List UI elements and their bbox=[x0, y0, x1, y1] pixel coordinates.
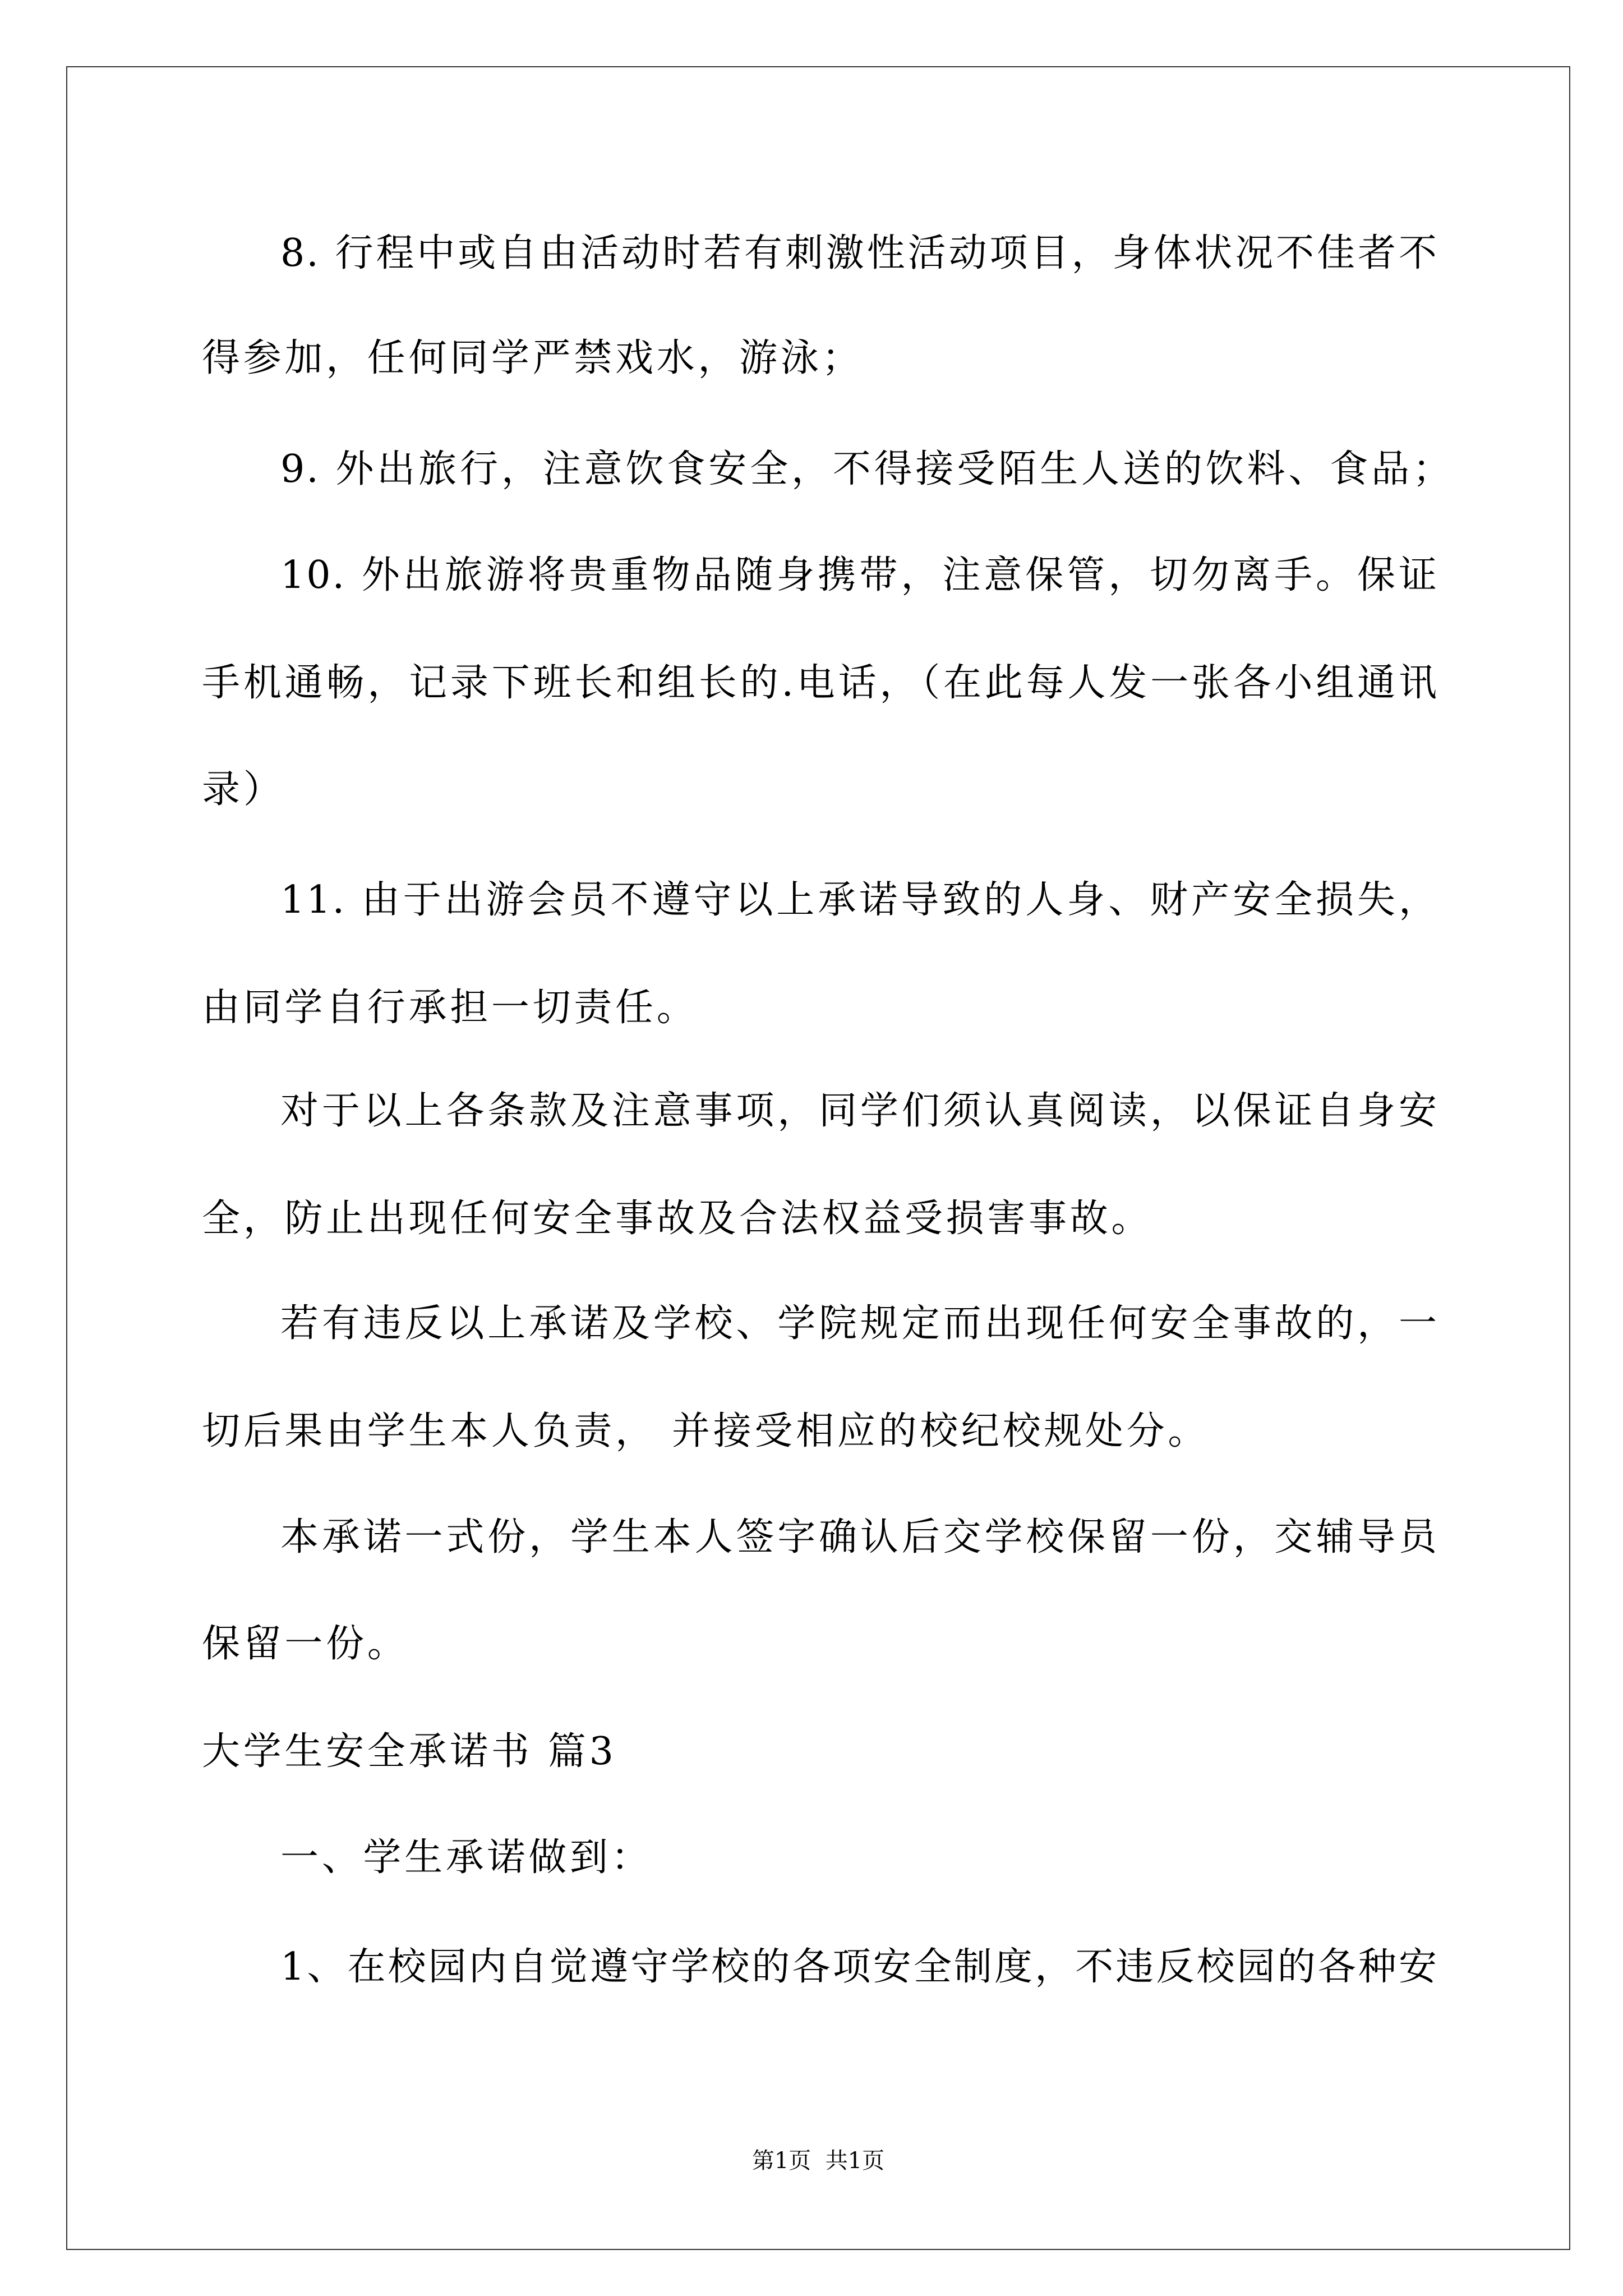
section-subheading: 一、学生承诺做到： bbox=[280, 1835, 653, 1880]
item-10-line-1: 10. 外出旅游将贵重物品随身携带，注意保管，切勿离手。保证 bbox=[280, 553, 1438, 597]
item-10-line-2: 手机通畅，记录下班长和组长的.电话，（在此每人发一张各小组通讯 bbox=[202, 661, 1438, 705]
liability-note-line-2: 切后果由学生本人负责， 并接受相应的校纪校规处分。 bbox=[202, 1409, 1210, 1453]
item-9-line-1: 9. 外出旅行，注意饮食安全，不得接受陌生人送的饮料、食品； bbox=[280, 447, 1453, 491]
reading-note-line-2: 全，防止出现任何安全事故及合法权益受损害事故。 bbox=[202, 1197, 1153, 1241]
item-8-line-2: 得参加，任何同学严禁戏水，游泳； bbox=[202, 336, 864, 380]
page-footer: 第1页 共1页 bbox=[751, 2148, 885, 2174]
section-item-1-line-1: 1、在校园内自觉遵守学校的各项安全制度，不违反校园的各种安 bbox=[280, 1945, 1438, 1989]
copies-note-line-2: 保留一份。 bbox=[202, 1622, 409, 1666]
copies-note-line-1: 本承诺一式份，学生本人签字确认后交学校保留一份，交辅导员 bbox=[280, 1515, 1438, 1559]
page-border bbox=[66, 66, 1570, 2250]
item-10-line-3: 录） bbox=[202, 767, 285, 812]
item-11-line-1: 11. 由于出游会员不遵守以上承诺导致的人身、财产安全损失， bbox=[280, 878, 1438, 922]
item-11-line-2: 由同学自行承担一切责任。 bbox=[202, 986, 698, 1030]
liability-note-line-1: 若有违反以上承诺及学校、学院规定而出现任何安全事故的，一 bbox=[280, 1301, 1438, 1346]
section-heading: 大学生安全承诺书 篇3 bbox=[202, 1729, 617, 1774]
reading-note-line-1: 对于以上各条款及注意事项，同学们须认真阅读，以保证自身安 bbox=[280, 1089, 1438, 1133]
item-8-line-1: 8. 行程中或自由活动时若有刺激性活动项目，身体状况不佳者不 bbox=[280, 231, 1438, 275]
